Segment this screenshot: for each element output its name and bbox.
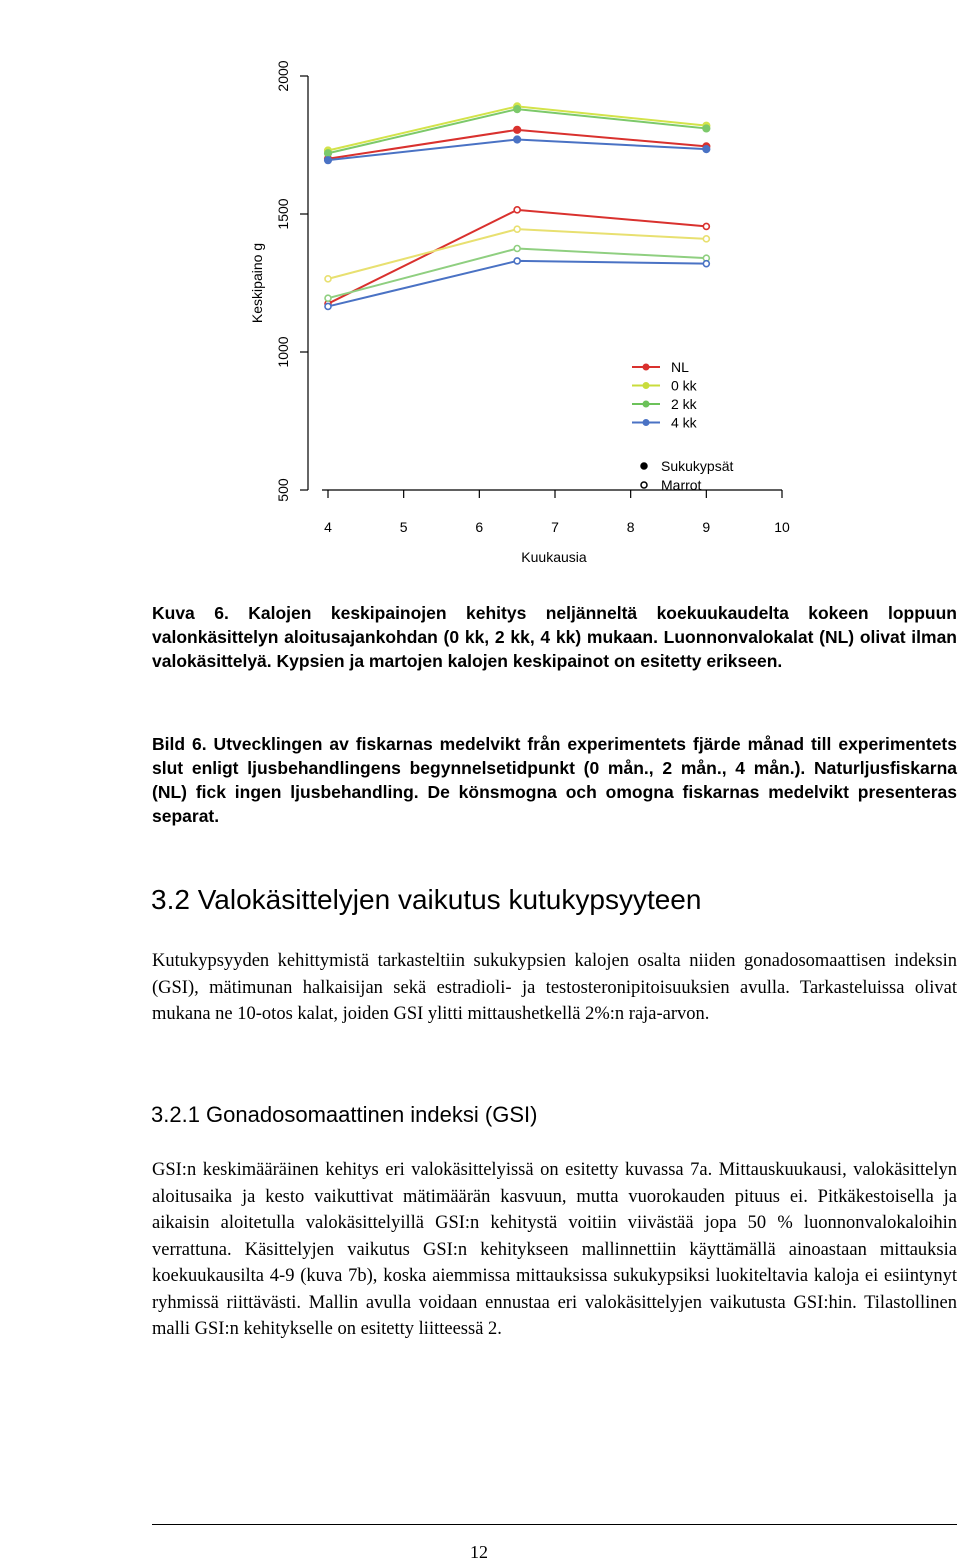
series-line [328,229,706,279]
x-tick-label: 4 [324,519,332,535]
data-point [514,136,521,143]
figure-caption-swedish: Bild 6. Utvecklingen av fiskarnas medelvikt från experimentets fjärde månad till experimentets slut enligt ljusbehandlingens begynnelsetidpunkt (0 mån., 2 mån., 4 mån.). Naturljusfiskarna (NL) fick ingen ljusbehandling. De könsmogna och omogna fiskarnas medelvikt presenteras separat. [152,734,957,826]
legend-marker [643,420,649,426]
data-point [703,146,710,153]
x-tick-label: 5 [399,519,408,535]
legend-label: NL [671,359,689,375]
legend-marker [643,383,649,389]
legend-marker [643,364,649,370]
x-tick-label: 7 [551,519,559,535]
x-tick-label: 10 [774,519,790,535]
data-point [514,127,521,134]
legend-label: 4 kk [671,414,697,431]
data-point [325,150,332,157]
data-point [514,207,520,213]
series-group [325,103,710,309]
y-axis-ticks [275,60,308,501]
x-tick-label: 6 [475,519,484,535]
data-point [703,125,710,132]
data-point [514,246,520,252]
x-axis-ticks [324,490,790,535]
x-tick-label: 9 [702,519,711,535]
data-point [325,303,331,309]
page-number: 12 [470,1542,488,1562]
legend [632,359,733,493]
footer-divider [152,1524,957,1525]
y-tick-label: 1500 [275,198,291,230]
series-line [328,210,706,304]
subsection-heading: 3.2.1 Gonadosomaattinen indeksi (GSI) [151,1102,538,1127]
section-paragraph: Kutukypsyyden kehittymistä tarkasteltiin sukukypsien kalojen osalta niiden gonadosomaattisen indeksin (GSI), mätimunan halkaisijan sekä estradioli- ja testosteronipitoisuuksien avulla. Tarkasteluissa olivat mukana ne 10-otos kalat, joiden GSI ylitti mittaushetkellä 2%:n raja-arvon. [152,951,957,1024]
y-tick-label: 500 [275,478,291,502]
data-point [514,106,521,113]
weight-chart [240,40,820,580]
data-point [703,261,709,267]
data-point [325,276,331,282]
subsection-paragraph: GSI:n keskimääräinen kehitys eri valokäsittelyissä on esitetty kuvassa 7a. Mittauskuukausi, valokäsittelyn aloitusaika ja kesto vaikuttivat mätimäärän kasvuun, mutta vuorokauden pituus ei. Pitkäkestoisella ja aikaisin aloitetulla valokäsittelyillä GSI:n kehitystä voitiin viivästää jopa 50 % luonnonvalokaloihin verrattuna. Käsittelyjen vaikutus GSI:n kehitykseen mallinnettiin käyttämällä ainoastaan mittauksia koekuukausilta 4-9 (kuva 7b), koska aiemmissa mittauksissa sukukypsiksi luokiteltavia kaloja ei esiintynyt ryhmissä riittävästi. Mallin avulla voidaan ennustaa eri valokäsittelyjen vaikutusta GSI:hin. Tilastollinen malli GSI:n kehitykselle on esitetty liitteessä 2. [152,1160,957,1339]
data-point [514,226,520,232]
data-point [703,223,709,229]
series-line [328,249,706,299]
y-tick-label: 2000 [275,60,291,92]
figure-caption-finnish: Kuva 6. Kalojen keskipainojen kehitys neljänneltä koekuukaudelta kokeen loppuun valonkäsittelyn aloitusajankohdan (0 kk, 2 kk, 4 kk) mukaan. Luonnonvalokalat (NL) olivat ilman valokäsittelyä. Kypsien ja martojen kalojen keskipainot on esitetty erikseen. [152,603,957,671]
legend-label: 0 kk [671,377,697,394]
legend-label: Marrot [661,477,702,493]
legend-marker [641,482,647,488]
y-tick-label: 1000 [275,336,291,368]
x-axis-label: Kuukausia [521,549,587,565]
legend-label: 2 kk [671,396,697,412]
data-point [514,258,520,264]
data-point [325,295,331,301]
y-axis-label: Keskipaino g [249,242,265,324]
legend-marker [643,401,649,407]
x-tick-label: 8 [626,519,635,535]
legend-label: Sukukypsät [661,458,734,474]
data-point [325,157,332,164]
legend-marker [641,463,647,469]
data-point [703,236,709,242]
section-heading: 3.2 Valokäsittelyjen vaikutus kutukypsyyteen [151,884,702,915]
